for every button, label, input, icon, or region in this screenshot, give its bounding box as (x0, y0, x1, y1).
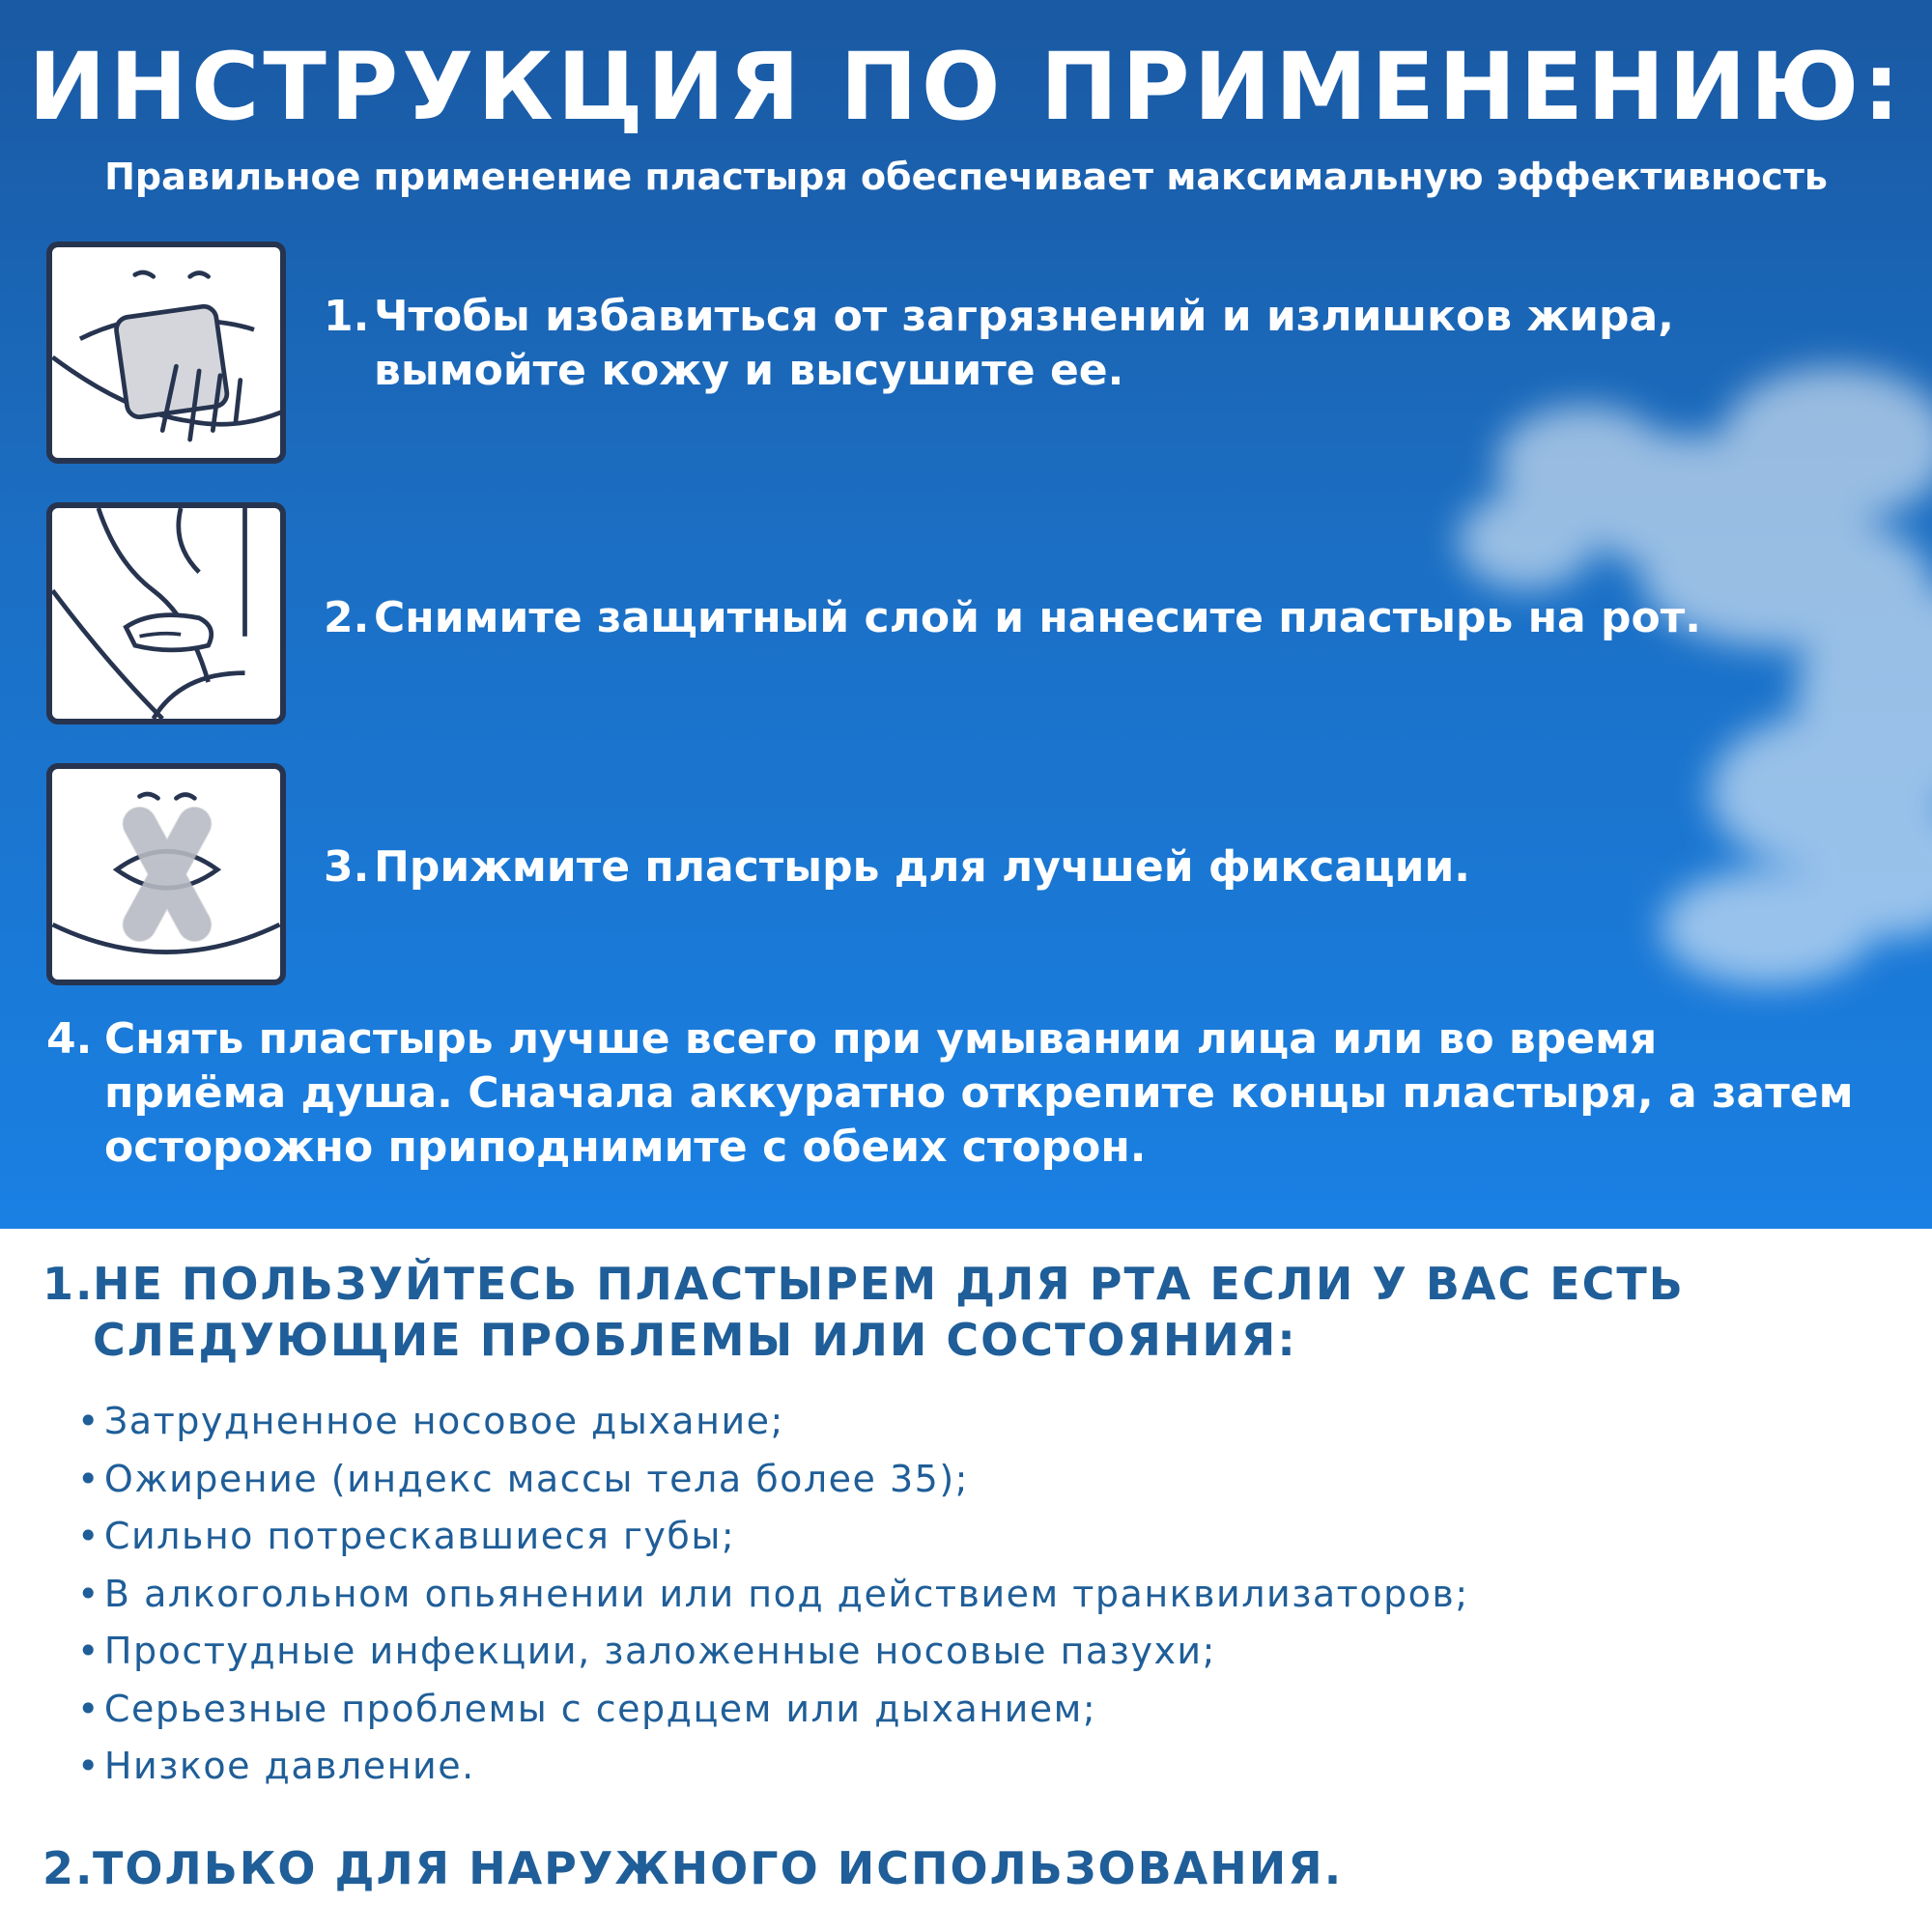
list-item: • Затрудненное носовое дыхание; (77, 1393, 1469, 1451)
contraindications-heading: 1.НЕ ПОЛЬЗУЙТЕСЬ ПЛАСТЫРЕМ ДЛЯ РТА ЕСЛИ У ВАС ЕСТЬ СЛЕДУЮЩИЕ ПРОБЛЕМЫ ИЛИ СОСТОЯНИЯ: (43, 1258, 1685, 1366)
page-title: ИНСТРУКЦИЯ ПО ПРИМЕНЕНИЮ: (28, 33, 1904, 141)
list-item: • Серьезные проблемы с сердцем или дыханием; (77, 1681, 1469, 1739)
list-item: • Простудные инфекции, заложенные носовые пазухи; (77, 1623, 1469, 1681)
wash-face-icon (46, 242, 286, 464)
step-4-text: 4. Снять пластырь лучше всего при умывании лица или во время приёма душа. Сначала аккуратно открепите концы пластыря, а затем осторожно приподнимите с обеих сторон. (46, 1014, 1854, 1172)
mouth-tape-icon (46, 763, 286, 985)
step-1-text: 1. Чтобы избавиться от загрязнений и излишков жира, вымойте кожу и высушите ее. (324, 292, 1674, 395)
list-item: • Низкое давление. (77, 1738, 1469, 1796)
list-item: • Ожирение (индекс массы тела более 35); (77, 1451, 1469, 1509)
external-use-note: 2.ТОЛЬКО ДЛЯ НАРУЖНОГО ИСПОЛЬЗОВАНИЯ. (43, 1842, 1344, 1894)
step-2-text: 2. Снимите защитный слой и нанесите пластырь на рот. (324, 593, 1701, 642)
contraindications-list (77, 1393, 1469, 1796)
step-3-text: 3. Прижмите пластырь для лучшей фиксации. (324, 842, 1470, 892)
page-subtitle: Правильное применение пластыря обеспечивает максимальную эффективность (104, 156, 1828, 198)
list-item: • Сильно потрескавшиеся губы; (77, 1508, 1469, 1566)
peel-strip-icon (46, 502, 286, 724)
list-item: • В алкогольном опьянении или под действием транквилизаторов; (77, 1566, 1469, 1624)
